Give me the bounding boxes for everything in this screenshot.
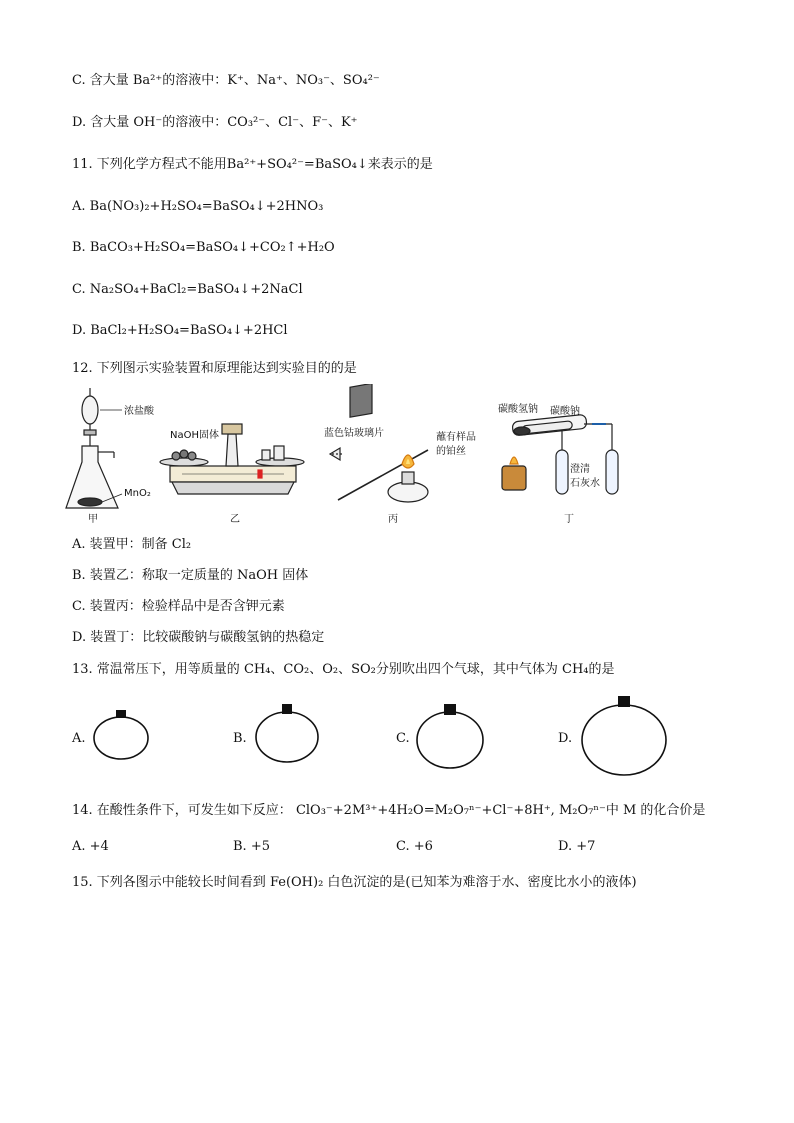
- label-nahco3: 碳酸氢钠: [498, 404, 538, 415]
- q11-option-c: C. Na₂SO₄+BaCl₂=BaSO₄↓+2NaCl: [72, 282, 303, 297]
- label-jia: 甲: [88, 514, 98, 525]
- q11-option-b: B. BaCO₃+H₂SO₄=BaSO₄↓+CO₂↑+H₂O: [72, 240, 335, 255]
- q14-option-d: D. +7: [558, 839, 596, 854]
- q12-option-b: B. 装置乙：称取一定质量的 NaOH 固体: [72, 568, 309, 583]
- q13-stem: 13. 常温常压下，用等质量的 CH₄、CO₂、O₂、SO₂分别吹出四个气球，其中气体为 CH₄的是: [72, 662, 615, 677]
- q12-apparatus-figure: [62, 384, 622, 526]
- q13-balloons-figure: [0, 690, 794, 785]
- label-naoh-solid: NaOH固体: [170, 430, 219, 441]
- balloon-c: [417, 704, 483, 768]
- label-mno2: MnO₂: [124, 488, 151, 499]
- q13-option-a-label: A.: [72, 731, 86, 746]
- balloon-b: [256, 704, 318, 762]
- label-pt-wire-2: 的铂丝: [436, 446, 466, 457]
- label-na2co3: 碳酸钠: [550, 406, 580, 417]
- q14-stem: 14. 在酸性条件下，可发生如下反应： ClO₃⁻+2M³⁺+4H₂O=M₂O₇ⁿ⁻+Cl⁻+8H⁺, M₂O₇ⁿ⁻中 M 的化合价是: [72, 803, 706, 818]
- q15-stem: 15. 下列各图示中能较长时间看到 Fe(OH)₂ 白色沉淀的是(已知苯为难溶于水、密度比水小的液体): [72, 875, 637, 890]
- label-conc-hcl: 浓盐酸: [124, 406, 154, 417]
- q11-option-a: A. Ba(NO₃)₂+H₂SO₄=BaSO₄↓+2HNO₃: [72, 199, 324, 214]
- q14-option-c: C. +6: [396, 839, 433, 854]
- q11-option-d: D. BaCl₂+H₂SO₄=BaSO₄↓+2HCl: [72, 323, 288, 338]
- q14-option-a: A. +4: [72, 839, 109, 854]
- q10-option-c: C. 含大量 Ba²⁺的溶液中：K⁺、Na⁺、NO₃⁻、SO₄²⁻: [72, 73, 380, 88]
- label-limewater-2: 石灰水: [570, 478, 600, 489]
- balloon-a: [94, 710, 148, 759]
- q13-option-c-label: C.: [396, 731, 410, 746]
- q12-stem: 12. 下列图示实验装置和原理能达到实验目的的是: [72, 361, 357, 376]
- q13-option-d-label: D.: [558, 731, 573, 746]
- q13-option-b-label: B.: [233, 731, 247, 746]
- label-limewater-1: 澄清: [570, 464, 590, 475]
- q12-option-c: C. 装置丙：检验样品中是否含钾元素: [72, 599, 285, 614]
- apparatus-ding: [502, 414, 618, 494]
- q12-option-a: A. 装置甲：制备 Cl₂: [72, 537, 192, 552]
- label-ding: 丁: [564, 514, 574, 525]
- label-yi: 乙: [230, 514, 240, 525]
- apparatus-bing: [330, 384, 428, 502]
- q14-option-b: B. +5: [233, 839, 270, 854]
- q12-option-d: D. 装置丁：比较碳酸钠与碳酸氢钠的热稳定: [72, 630, 325, 645]
- q11-stem: 11. 下列化学方程式不能用Ba²⁺+SO₄²⁻=BaSO₄↓来表示的是: [72, 157, 433, 172]
- label-bing: 丙: [388, 514, 398, 525]
- label-cobalt-glass: 蓝色钴玻璃片: [324, 428, 384, 439]
- apparatus-jia: [66, 388, 122, 508]
- label-pt-wire-1: 蘸有样品: [436, 432, 476, 443]
- balloon-d: [582, 696, 666, 775]
- q10-option-d: D. 含大量 OH⁻的溶液中：CO₃²⁻、Cl⁻、F⁻、K⁺: [72, 115, 358, 130]
